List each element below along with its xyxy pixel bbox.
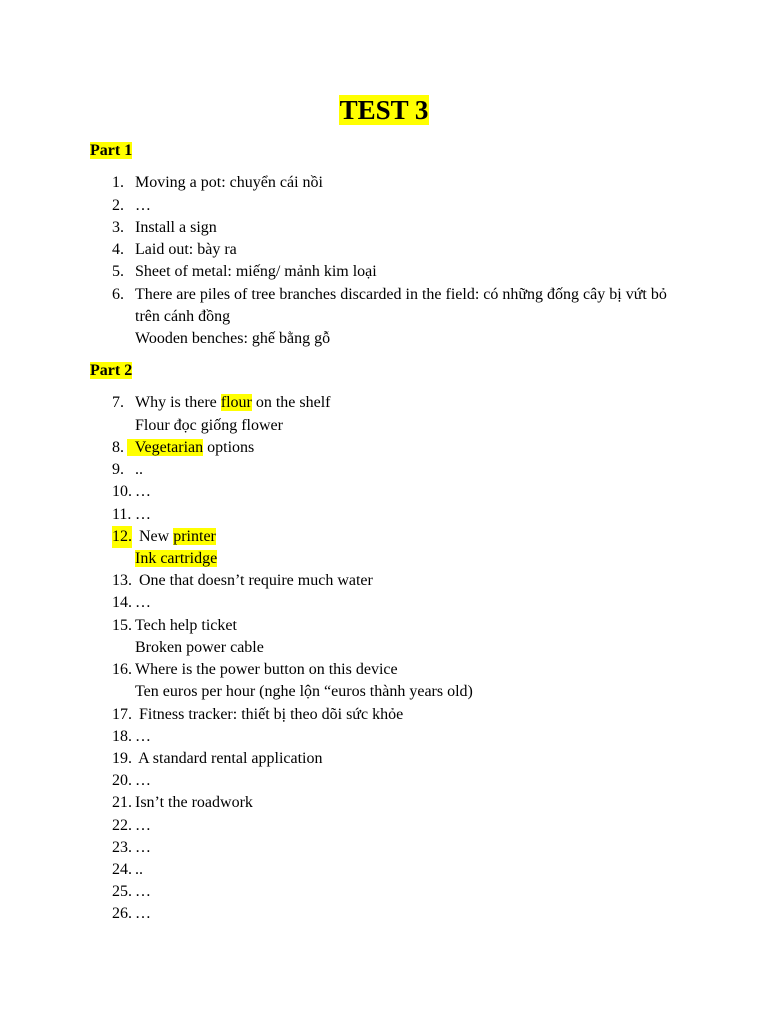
title-text: TEST 3 [339, 95, 429, 125]
list-item: 14. … [112, 594, 151, 611]
list-item-note: Wooden benches: ghế bằng gỗ [135, 330, 331, 347]
list-item: 1. Moving a pot: chuyển cái nồi [112, 174, 323, 191]
highlighted-word: printer [173, 528, 216, 545]
list-item: 10. … [112, 483, 151, 500]
list-item: 21. Isn’t the roadwork [112, 794, 253, 811]
list-item: 7. Why is there flour on the shelf [112, 394, 331, 411]
list-item: 2. … [112, 197, 151, 214]
highlighted-note: Ink cartridge [135, 550, 218, 567]
list-item: 23. … [112, 839, 151, 856]
list-item: 12. New printer [0, 526, 768, 548]
list-item: 20. … [112, 772, 151, 789]
list-item: 18. … [112, 728, 151, 745]
list-item-continuation: trên cánh đồng [135, 308, 231, 325]
list-item-note: Broken power cable [135, 639, 264, 656]
page-title [0, 92, 768, 128]
highlighted-word: flour [220, 394, 252, 411]
list-item: 4. Laid out: bày ra [112, 241, 237, 258]
highlighted-number: 12. [112, 526, 132, 548]
list-item: 6. There are piles of tree branches discarded in the field: có những đống cây bị vứt bỏ [112, 286, 667, 303]
list-item: 22. … [112, 817, 151, 834]
list-item-note: Flour đọc giống flower [135, 417, 283, 434]
highlighted-word: Vegetarian [127, 439, 203, 456]
list-item: 19. A standard rental application [112, 750, 323, 767]
list-item: 11. … [112, 506, 151, 523]
list-item-note [135, 548, 217, 570]
list-item: 17. Fitness tracker: thiết bị theo dõi sức khỏe [112, 706, 404, 723]
part1-heading: Part 1 [90, 142, 133, 159]
list-item: 24. .. [112, 861, 143, 878]
list-item: 25. … [112, 883, 151, 900]
list-item: 5. Sheet of metal: miếng/ mảnh kim loại [112, 263, 377, 280]
list-item: 13. One that doesn’t require much water [112, 572, 373, 589]
list-item: 16. Where is the power button on this device [112, 661, 398, 678]
list-item: 8. Vegetarian options [112, 439, 255, 456]
list-item: 15. Tech help ticket [112, 617, 237, 634]
part2-heading: Part 2 [90, 362, 133, 379]
list-item: 3. Install a sign [112, 219, 217, 236]
list-item-note: Ten euros per hour (nghe lộn “euros thành years old) [135, 683, 473, 700]
list-item: 9. .. [112, 461, 143, 478]
list-item: 26. … [112, 905, 151, 922]
